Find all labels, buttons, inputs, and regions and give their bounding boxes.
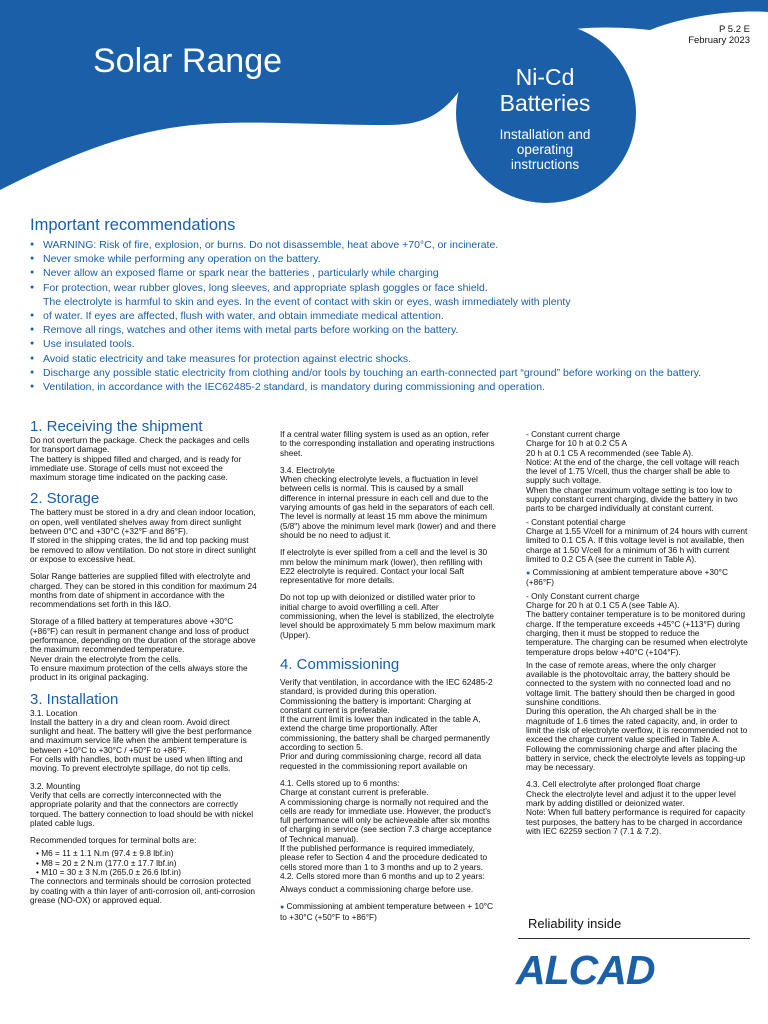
column-3 [526, 430, 748, 836]
subsection-title: - Only Constant current charge [526, 590, 640, 601]
torque-title: Recommended torques for terminal bolts are: [30, 835, 197, 846]
recommendation-item: ● Never allow an exposed flame or spark near the batteries , particularly while charging [30, 266, 750, 280]
product-title-line-1: Ni-Cd [515, 64, 575, 90]
header-blue-wave [0, 0, 768, 210]
paragraph: If a central water filling system is used as an option, refer to the corresponding installation and operating instructions sheet. [280, 429, 495, 458]
product-title [470, 64, 620, 116]
recommendation-item: The electrolyte is harmful to skin and eyes. In the event of contact with skin or eyes, wash immediately with plenty [43, 295, 571, 308]
paragraph: Do not top up with deionized or distilled water prior to initial charge to avoid overfilling a cell. After commissioning, when the level is stabilized, the electrolyte level should be approximately 5 mm below maximum mark (Upper). [280, 592, 496, 640]
section-heading-receiving: 1. Receiving the shipment [30, 418, 203, 435]
paragraph: Following the commissioning charge and after placing the battery in service, check the electrolyte levels as topping-up may be necessary. [526, 743, 746, 773]
bullet-item [526, 568, 748, 588]
subsection-title: 4.2. Cells stored more than 6 months and up to 2 years: [280, 870, 485, 881]
recommendation-item: ● of water. If eyes are affected, flush with water, and obtain immediate medical attention. [30, 309, 750, 323]
paragraph: For cells with handles, both must be used when lifting and moving. To prevent electrolyte spillage, do not tip cells. [30, 754, 243, 774]
subsection-title: 3.4. Electrolyte [280, 464, 335, 475]
recommendation-item: ● Never smoke while performing any operation on the battery. [30, 252, 750, 266]
paragraph: Commissioning the battery is important: Charging at constant current is preferable. [280, 695, 471, 715]
bullet-text: Commissioning at ambient temperature above +30°C (+86°F) [526, 567, 728, 588]
column-2 [280, 430, 496, 922]
paragraph: In the case of remote areas, where the only charger available is the photovoltaic array, the battery should be connected to the system with no connected load and no voltage limit. The battery should then be charged in good sunshine conditions. [526, 659, 735, 708]
bullet-icon: ● [526, 570, 531, 578]
range-title: Solar Range [93, 42, 283, 80]
alcad-logo: ALCAD [516, 947, 655, 993]
recommendation-item: ● Ventilation, in accordance with the IEC62485-2 standard, is mandatory during commissioning and operation. [30, 380, 750, 394]
subsection-title: - Constant potential charge [526, 516, 626, 527]
paragraph: When checking electrolyte levels, a fluctuation in level between cells is normal. This is caused by a small difference in internal pressure in each cell and due to the varying amounts of gas held in the separators of each cell. The level is normally at least 15 mm above the minimum (5/8") above the minimum level mark (lower) and and there should be no need to adjust it. [280, 474, 496, 540]
paragraph: Check the electrolyte level and adjust it to the upper level mark by adding distilled or deionized water. [526, 788, 736, 808]
paragraph: Install the battery in a dry and clean room. Avoid direct sunlight and heat. The battery will give the best performance and maximum service life when the ambient temperature is between +10°C to +30°C / +50°F to +86°F. [30, 716, 252, 755]
doc-date: February 2023 [688, 35, 750, 46]
torque-item: • M10 = 30 ± 3 N.m (265.0 ± 26.6 lbf.in) [36, 866, 182, 877]
subsection-title: 3.2. Mounting [30, 780, 81, 791]
paragraph: 20 h at 0.1 C5 A recommended (see Table A). [526, 447, 694, 458]
bullet-item [280, 902, 496, 922]
paragraph: Always conduct a commissioning charge before use. [280, 884, 474, 895]
paragraph: If electrolyte is ever spilled from a cell and the level is 30 mm below the minimum mark (lower), then refilling with E22 electrolyte is required. Contact your local Saft representative for more details. [280, 547, 488, 586]
subsection-title: - Constant current charge [526, 429, 621, 439]
paragraph: Charge for 10 h at 0.2 C5 A [526, 438, 628, 449]
document-reference [688, 24, 750, 46]
subsection-title: 4.1. Cells stored up to 6 months: [280, 777, 400, 788]
recommendation-item: ● Avoid static electricity and take measures for protection against electric shocks. [30, 352, 750, 366]
paragraph: A commissioning charge is normally not required and the cells are ready for immediate use. However, the product's full performance will only be achieveable after six months of charging in service (see section 7.3 charge acceptance of Technical manual). [280, 796, 492, 844]
product-title-line-2: Batteries [499, 90, 591, 116]
paragraph: Verify that ventilation, in accordance with the IEC 62485-2 standard, is provided during this operation. [280, 676, 493, 697]
paragraph: The battery must be stored in a dry and clean indoor location, on open, well ventilated shelves away from direct sunlight between 0°C and +30°C (+32°F and 86°F). [30, 507, 256, 537]
paragraph: The battery is shipped filled and charged, and is ready for immediate use. Storage of cells must not exceed the maximum storage time indicated on the packing case. [30, 453, 242, 483]
paragraph: Charge at 1.55 V/cell for a minimum of 24 hours with current limited to 0.1 C5 A. If this voltage level is not available, then charge at 1.50 V/cell for a minimum of 36 h with current limited to 0.2 C5 A (see the current in Table A). [526, 525, 748, 564]
paragraph: The battery container temperature is to be monitored during charge. If the temperature exceeds +45°C (+113°F) during charging, then it must be stopped to reduce the temperature. The charging can be resumed when electrolyte temperature drops below +40°C (+104°F). [526, 609, 748, 657]
recommendations-heading: Important recommendations [30, 216, 236, 234]
paragraph: Prior and during commissioning charge, record all data requested in the commissioning report available on [280, 751, 482, 771]
paragraph: If the published performance is required immediately, please refer to Section 4 and the procedure dedicated to cells stored more than 1 to 3 months and up to 2 years. [280, 842, 488, 872]
torque-item: • M8 = 20 ± 2 N.m (177.0 ± 17.7 lbf.in) [36, 857, 177, 868]
document-subtitle [470, 127, 620, 172]
paragraph: Storage of a filled battery at temperatures above +30°C (+86°F) can result in permanent change and loss of product performance, depending on the duration of the storage above the maximum recommended temperature. [30, 616, 256, 655]
recommendations-list [30, 238, 750, 394]
recommendation-item: ● Remove all rings, watches and other items with metal parts before working on the battery. [30, 323, 750, 337]
subtitle-line-2: operating [516, 142, 574, 157]
section-heading-commissioning: 4. Commissioning [280, 655, 400, 673]
torque-value: M6 = 11 ± 1.1 N.m (97.4 ± 9.8 lbf.in) [41, 848, 174, 859]
paragraph: Charge for 20 h at 0.1 C5 A (see Table A). [526, 600, 680, 611]
paragraph: If stored in the shipping crates, the lid and top packing must be removed to allow ventilation. Do not store in direct sunlight or expose to excessive heat. [30, 535, 256, 564]
torque-value: M10 = 30 ± 3 N.m (265.0 ± 26.6 lbf.in) [41, 866, 182, 877]
section-heading-storage: 2. Storage [30, 490, 100, 508]
column-1 [30, 418, 258, 905]
divider [518, 938, 750, 939]
recommendation-item: ● Discharge any possible static electricity from clothing and/or tools by touching an earth-connected part “ground” before working on the battery. [30, 366, 750, 380]
paragraph: Charge at constant current is preferable. [280, 787, 429, 798]
section-heading-installation: 3. Installation [30, 690, 119, 708]
recommendation-item: ● For protection, wear rubber gloves, long sleeves, and appropriate splash goggles or face shield. [30, 281, 750, 295]
torque-item: • M6 = 11 ± 1.1 N.m (97.4 ± 9.8 lbf.in) [36, 848, 174, 859]
bullet-icon: ● [280, 904, 285, 912]
paragraph: To ensure maximum protection of the cells always store the product in its original packaging. [30, 662, 248, 683]
doc-code: P 5.2 E [719, 24, 750, 35]
paragraph: Solar Range batteries are supplied filled with electrolyte and charged. They can be stored in this condition for maximum 24 months from date of shipment in accordance with the recommendations set forth in this I&O. [30, 571, 257, 610]
subtitle-line-3: instructions [510, 157, 580, 172]
paragraph: If the current limit is lower than indicated in the table A, extend the charge time proportionally. After commissioning, the battery shall be charged permanently according to section 5. [280, 714, 490, 753]
tagline: Reliability inside [528, 916, 622, 931]
torque-value: M8 = 20 ± 2 N.m (177.0 ± 17.7 lbf.in) [41, 857, 177, 868]
recommendation-item: ● WARNING: Risk of fire, explosion, or burns. Do not disassemble, heat above +70°C, or incinerate. [30, 238, 750, 252]
paragraph: During this operation, the Ah charged shall be in the magnitude of 1.6 times the rated capacity, and, in order to limit the risk of electrolyte overflow, it is recommended not to exceed the charge current value specified in Table A. [526, 706, 748, 745]
paragraph: When the charger maximum voltage setting is too low to supply constant current charging, divide the battery in two parts to be charged individually at constant current. [526, 484, 738, 514]
paragraph: The connectors and terminals should be corrosion protected by coating with a thin layer of anti-corrosion oil, anti-corrosion grease (NO-OX) or approved equal. [30, 876, 256, 905]
bullet-text: Commissioning at ambient temperature between + 10°C to +30°C (+50°F to +86°F) [280, 901, 494, 922]
subsection-title: 4.3. Cell electrolyte after prolonged float charge [526, 779, 701, 790]
subtitle-line-1: Installation and [499, 127, 591, 142]
recommendation-item: ● Use insulated tools. [30, 337, 750, 351]
paragraph: Notice: At the end of the charge, the cell voltage will reach the level of 1.75 V/cell, thus the charger shall be able to supply such voltage. [526, 456, 740, 486]
paragraph: Never drain the electrolyte from the cells. [30, 653, 181, 664]
paragraph: Verify that cells are correctly interconnected with the appropriate polarity and that the connectors are correctly torqued. The battery connection to load should be with nickel plated cable lugs. [30, 789, 254, 828]
paragraph: Note: When full battery performance is required for capacity test purposes, the battery has to be charged in accordance with IEC 62259 section 7 (7.1 & 7.2). [526, 807, 746, 836]
paragraph: Do not overturn the package. Check the packages and cells for transport damage. [30, 435, 250, 455]
subsection-title: 3.1. Location [30, 707, 78, 718]
